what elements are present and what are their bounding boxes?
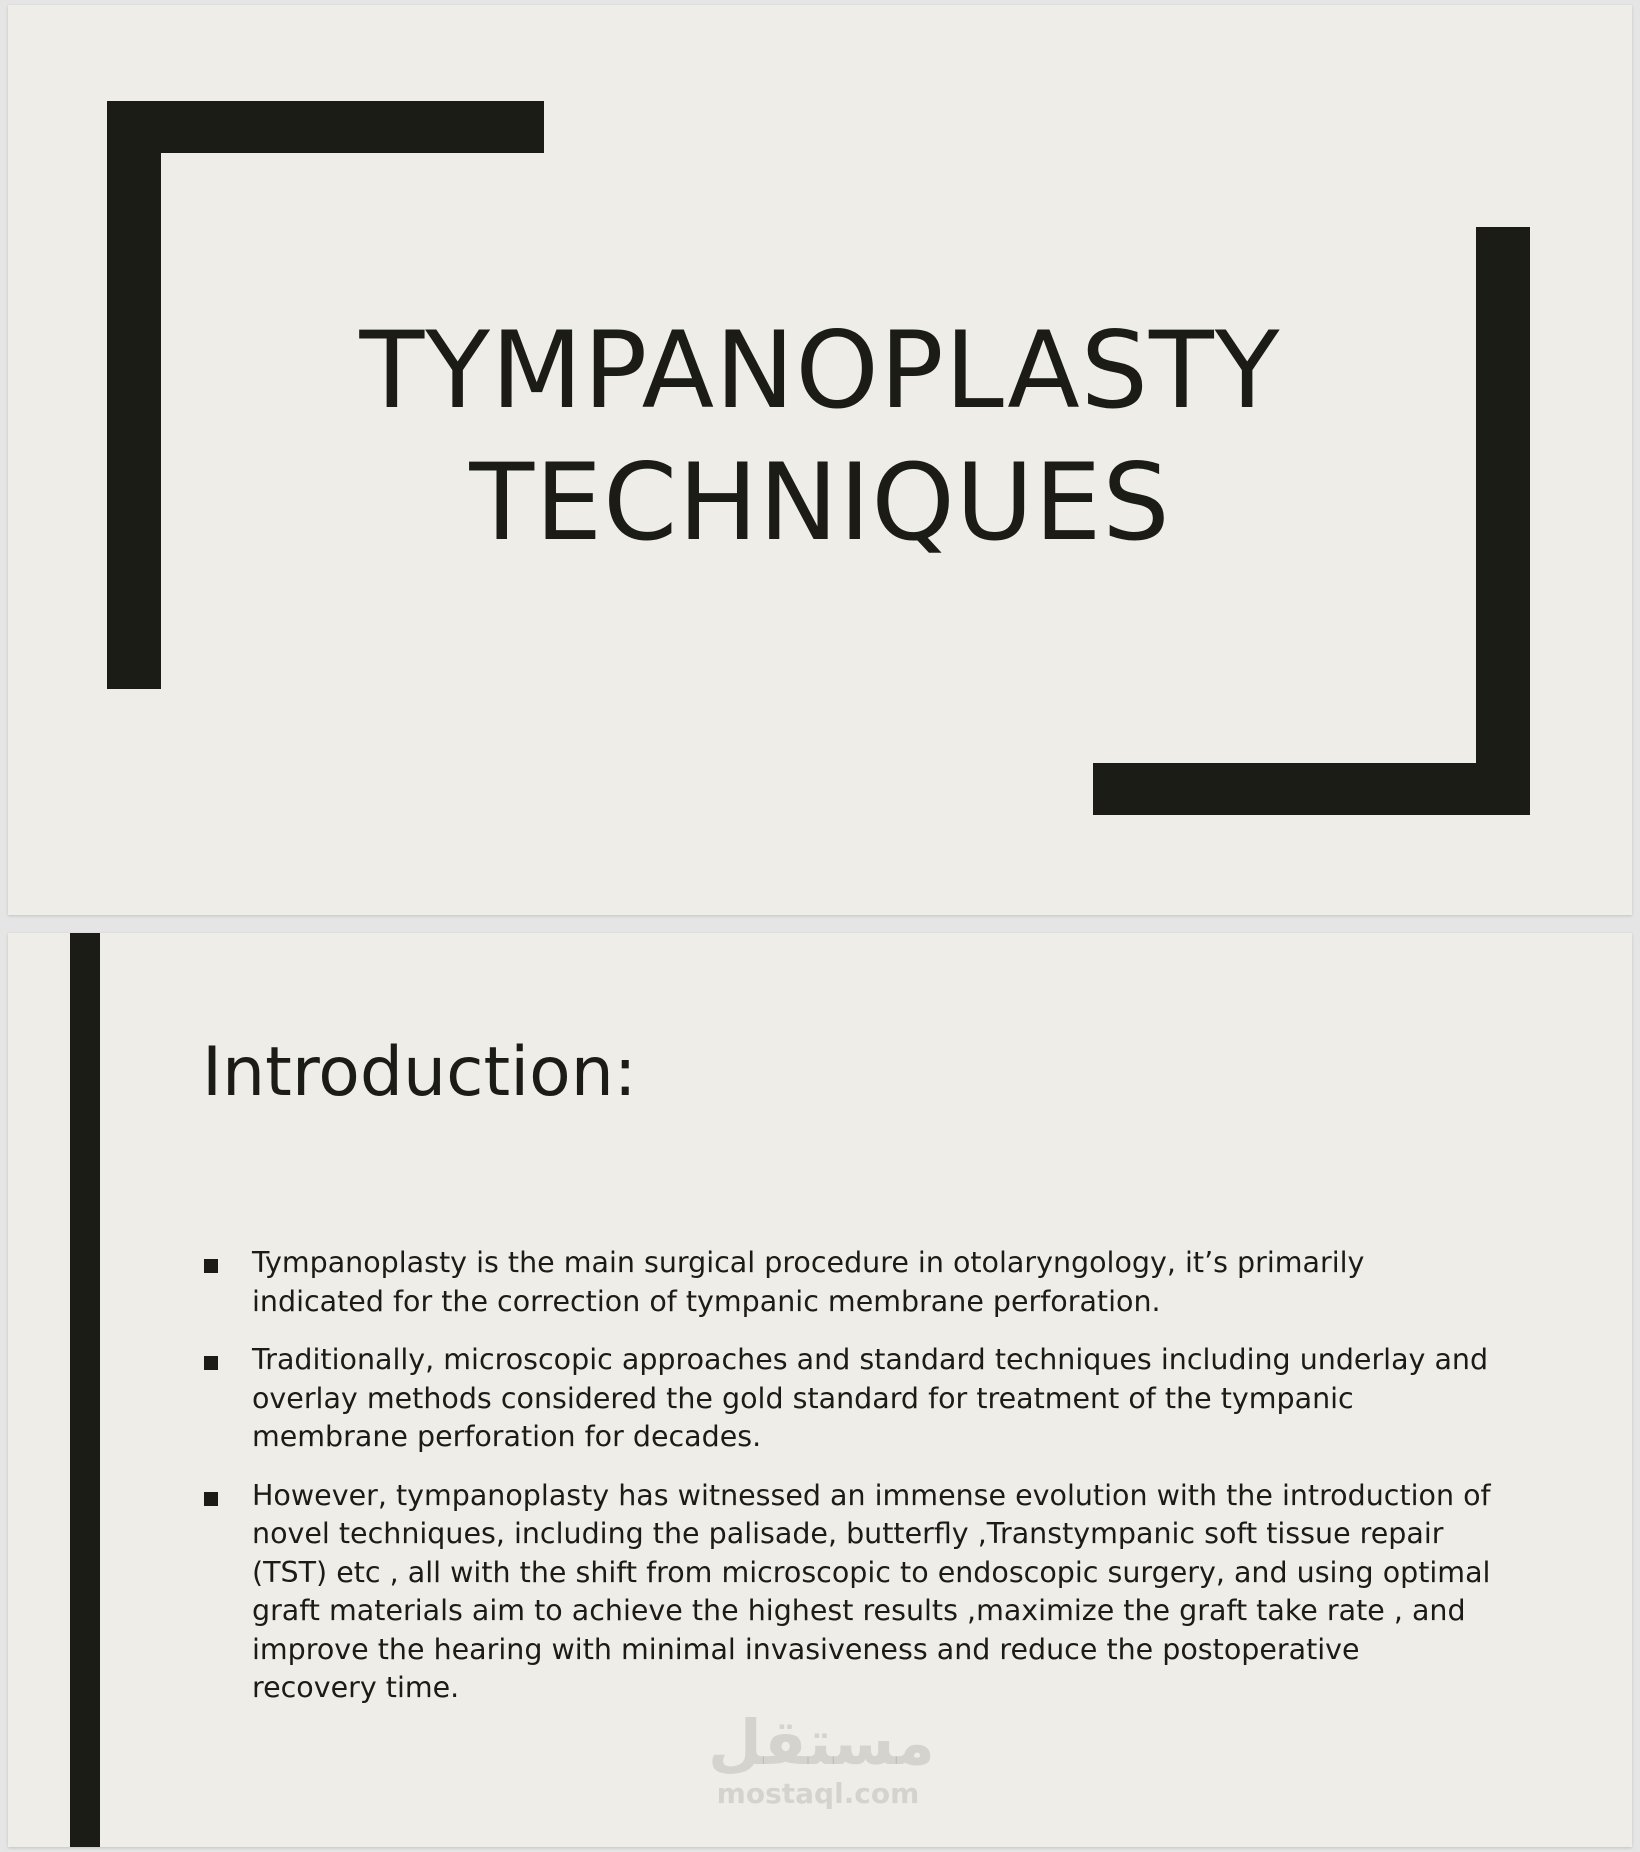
slide-title — [308, 305, 1332, 569]
bullet-list — [202, 1244, 1492, 1728]
introduction-slide — [8, 933, 1632, 1847]
bullet-text: Tympanoplasty is the main surgical procedure in otolaryngology, it’s primarily indicated for the correction of tympanic membrane perforation. — [252, 1246, 1365, 1318]
bullet-text: Traditionally, microscopic approaches and standard techniques including underlay and overlay methods considered the gold standard for treatment of the tympanic membrane perforation for decades. — [252, 1343, 1489, 1453]
watermark-latin: mostaql.com — [716, 1777, 920, 1810]
left-accent-bar — [70, 933, 100, 1847]
bullet-item — [202, 1341, 1492, 1457]
slide-heading: Introduction: — [202, 1033, 637, 1112]
square-bullet-icon — [204, 1356, 218, 1370]
title-line-1: TYMPANOPLASTY — [359, 309, 1281, 432]
bullet-item — [202, 1477, 1492, 1708]
square-bullet-icon — [204, 1259, 218, 1273]
bullet-text: However, tympanoplasty has witnessed an immense evolution with the introduction of novel techniques, including the palisade, butterfly ,Transtympanic soft tissue repair (TST) etc , all with the shift from microscopic to endoscopic surgery, and using optimal graft materials aim to achieve the highest results ,maximize the graft take rate , and improve the hearing with minimal invasiveness and reduce the postoperative recovery time. — [252, 1478, 1491, 1704]
watermark-arabic: مستقل — [708, 1706, 935, 1779]
top-left-bracket-vertical — [107, 101, 161, 689]
bullet-item — [202, 1244, 1492, 1321]
title-slide — [8, 5, 1632, 915]
top-left-bracket-horizontal — [107, 101, 544, 153]
bottom-right-bracket-vertical — [1476, 227, 1530, 815]
title-line-2: TECHNIQUES — [469, 441, 1171, 564]
watermark-logo — [708, 1706, 935, 1810]
bottom-right-bracket-horizontal — [1093, 763, 1530, 815]
square-bullet-icon — [204, 1492, 218, 1506]
